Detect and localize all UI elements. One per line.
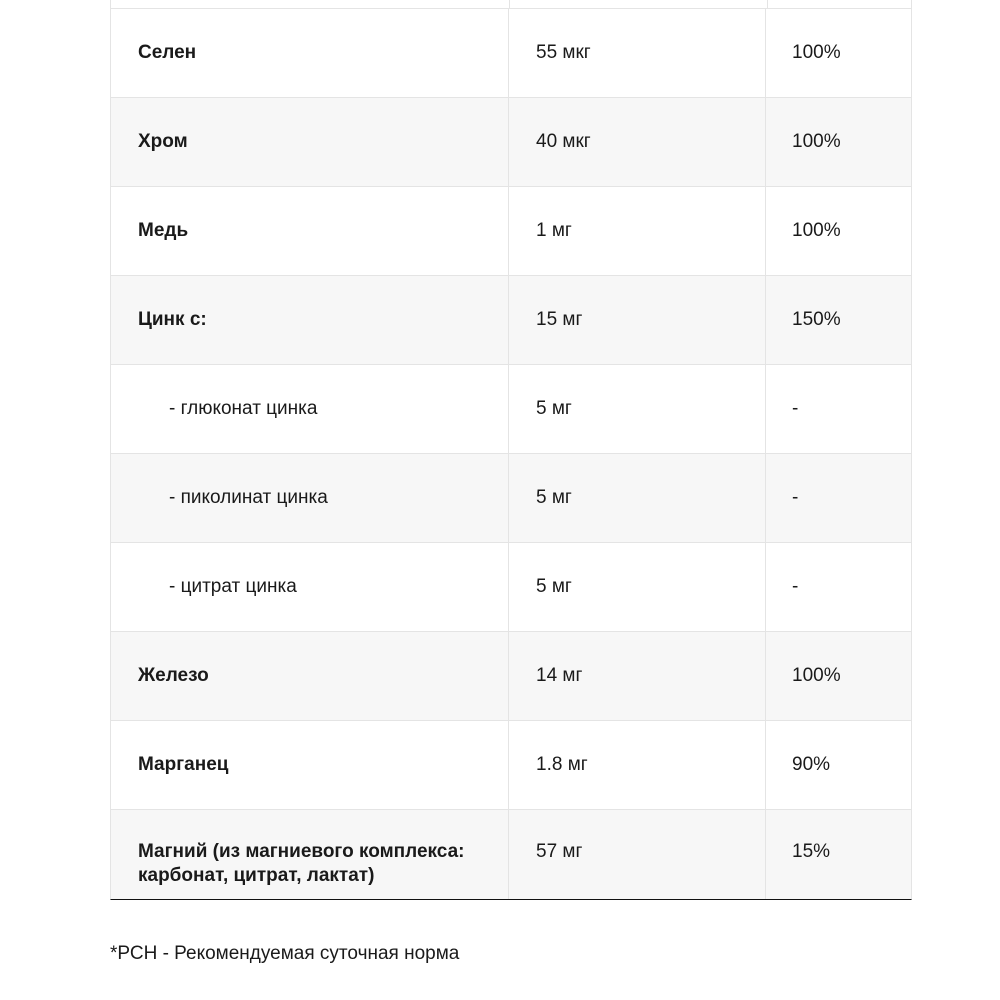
- nutrient-daily-percent: 150%: [792, 309, 841, 330]
- nutrient-amount: 1.8 мг: [509, 721, 766, 809]
- nutrient-daily-percent: 15%: [792, 841, 831, 862]
- nutrient-daily-percent: -: [792, 487, 799, 508]
- nutrient-daily-percent: 100%: [792, 220, 841, 241]
- nutrient-name: Медь: [111, 187, 509, 275]
- nutrient-name: Хром: [111, 98, 509, 186]
- nutrient-amount: 5 мг: [509, 454, 766, 542]
- nutrient-amount: 5 мг: [509, 365, 766, 453]
- nutrient-daily-percent: 90%: [792, 754, 831, 775]
- nutrient-table: [110, 0, 912, 900]
- nutrient-amount: 1 мг: [509, 187, 766, 275]
- nutrient-daily-percent: 100%: [792, 665, 841, 686]
- nutrient-subitem-name: - глюконат цинка: [111, 365, 509, 453]
- nutrient-subitem-name: - пиколинат цинка: [111, 454, 509, 542]
- nutrient-amount: 5 мг: [509, 543, 766, 631]
- table-row: [110, 9, 912, 98]
- nutrient-name: Железо: [111, 632, 509, 720]
- table-row: [110, 810, 912, 900]
- table-row: [110, 632, 912, 721]
- nutrient-name: Селен: [111, 9, 509, 97]
- table-row: [110, 543, 912, 632]
- table-row: [110, 98, 912, 187]
- nutrient-name: Цинк с:: [111, 276, 509, 364]
- footnote: *РСН - Рекомендуемая суточная норма: [110, 943, 460, 964]
- table-row: [110, 187, 912, 276]
- nutrient-amount: 57 мг: [509, 810, 766, 899]
- table-row: [110, 365, 912, 454]
- nutrient-daily-percent: -: [792, 576, 799, 597]
- nutrient-name: Марганец: [111, 721, 509, 809]
- nutrient-amount: 14 мг: [509, 632, 766, 720]
- table-row: [110, 276, 912, 365]
- nutrient-subitem-name: - цитрат цинка: [111, 543, 509, 631]
- table-row: [110, 721, 912, 810]
- nutrient-daily-percent: -: [792, 398, 799, 419]
- nutrient-daily-percent: 100%: [792, 131, 841, 152]
- nutrient-amount: 40 мкг: [509, 98, 766, 186]
- nutrient-amount: 15 мг: [509, 276, 766, 364]
- nutrient-name: Магний (из магниевого комплекса: карбонат, цитрат, лактат): [111, 810, 509, 899]
- nutrient-amount: 55 мкг: [509, 9, 766, 97]
- nutrient-daily-percent: 100%: [792, 42, 841, 63]
- table-top-border: [110, 0, 912, 9]
- table-row: [110, 454, 912, 543]
